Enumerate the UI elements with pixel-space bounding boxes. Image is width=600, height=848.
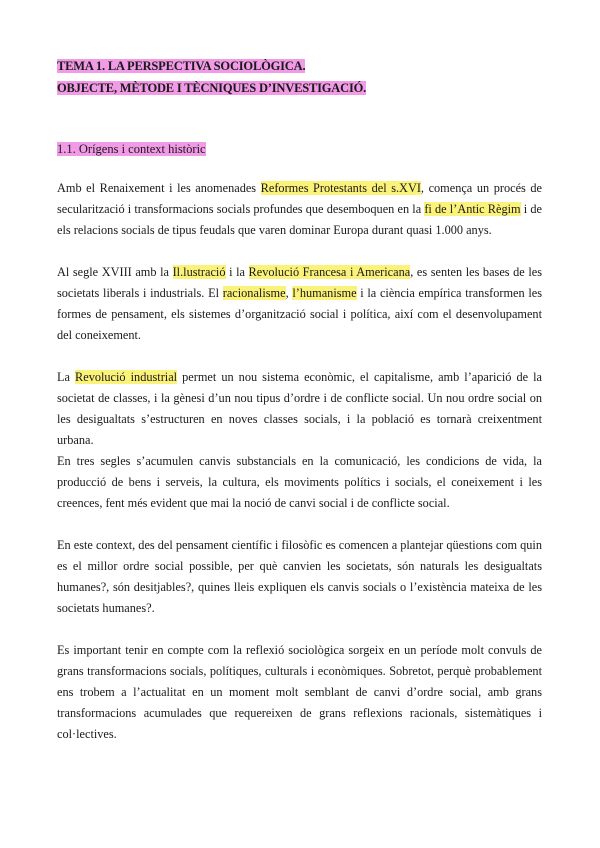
title-line-2-text: OBJECTE, MÈTODE I TÈCNIQUES D’INVESTIGACIÓ. bbox=[57, 81, 367, 95]
highlighted-text: l’humanisme bbox=[292, 286, 357, 300]
paragraph-text: Es important tenir en compte com la reflexió sociològica sorgeix en un període molt convuls de grans transformacions socials, polítiques, culturals i econòmiques. Sobretot, perquè probablement ens trobem a l’actualitat en un moment molt semblant de canvi d’ordre social, amb grans transformacions acumulades que requereixen de grans reflexions racionals, sistemàtiques i col·lectives. bbox=[57, 643, 542, 741]
paragraph-4 bbox=[57, 451, 542, 514]
paragraph-text: Amb el Renaixement i les anomenades bbox=[57, 181, 261, 195]
paragraph-text: Al segle XVIII amb la bbox=[57, 265, 173, 279]
paragraph-text: i la ciència empírica transformen les formes de pensament, els sistemes d’organització social i política, així com el desenvolupament del coneixement. bbox=[57, 286, 542, 342]
paragraph-text: , comença un procés de secularització i transformacions socials profundes que desemboquen en la bbox=[57, 181, 542, 216]
title-line-2 bbox=[57, 77, 366, 99]
highlighted-text: fi de l’Antic Règim bbox=[424, 202, 521, 216]
section-heading bbox=[57, 139, 206, 159]
paragraph-1 bbox=[57, 178, 542, 241]
title-line-1-text: TEMA 1. LA PERSPECTIVA SOCIOLÒGICA. bbox=[57, 59, 306, 73]
paragraph-text: La bbox=[57, 370, 76, 384]
highlighted-text: racionalisme bbox=[222, 286, 286, 300]
highlighted-text: Revolució industrial bbox=[75, 370, 178, 384]
paragraph-2 bbox=[57, 262, 542, 346]
title-line-1 bbox=[57, 55, 366, 77]
paragraph-text: , es senten les bases de les societats liberals i industrials. El bbox=[57, 265, 542, 300]
paragraph-text: En tres segles s’acumulen canvis substancials en la comunicació, les condicions de vida, la producció de bens i serveis, la cultura, els moviments polítics i socials, el coneixement i les creences, fent més evident que mai la noció de canvi social i de conflicte social. bbox=[57, 454, 542, 510]
paragraph-text: permet un nou sistema econòmic, el capitalisme, amb l’aparició de la societat de classes, i la gènesi d’un nou tipus d’ordre i de conflicte social. Un nou ordre social on les desigualtats s’estructuren en noves classes socials, i la població es tornarà creixentment urbana. bbox=[57, 370, 542, 447]
section-heading-text: 1.1. Orígens i context històric bbox=[57, 142, 206, 156]
paragraph-text: i la bbox=[225, 265, 249, 279]
paragraph-text: En este context, des del pensament científic i filosòfic es comencen a plantejar qüestions com quin es el millor ordre social possible, per què canvien les societats, són naturals les desigualtats humanes?, són desitjables?, quines lleis expliquen els canvis socials o l’existència mateixa de les societats humanes?. bbox=[57, 538, 542, 615]
paragraph-6 bbox=[57, 640, 542, 745]
highlighted-text: Il.lustració bbox=[172, 265, 226, 279]
paragraph-5 bbox=[57, 535, 542, 619]
document-title bbox=[57, 55, 366, 99]
paragraph-3 bbox=[57, 367, 542, 451]
paragraph-text: , bbox=[285, 286, 293, 300]
highlighted-text: Revolució Francesa i Americana bbox=[248, 265, 411, 279]
highlighted-text: Reformes Protestants del s.XVI bbox=[260, 181, 421, 195]
paragraph-text: i de els relacions socials de tipus feudals que varen dominar Europa durant quasi 1.000 anys. bbox=[57, 202, 542, 237]
